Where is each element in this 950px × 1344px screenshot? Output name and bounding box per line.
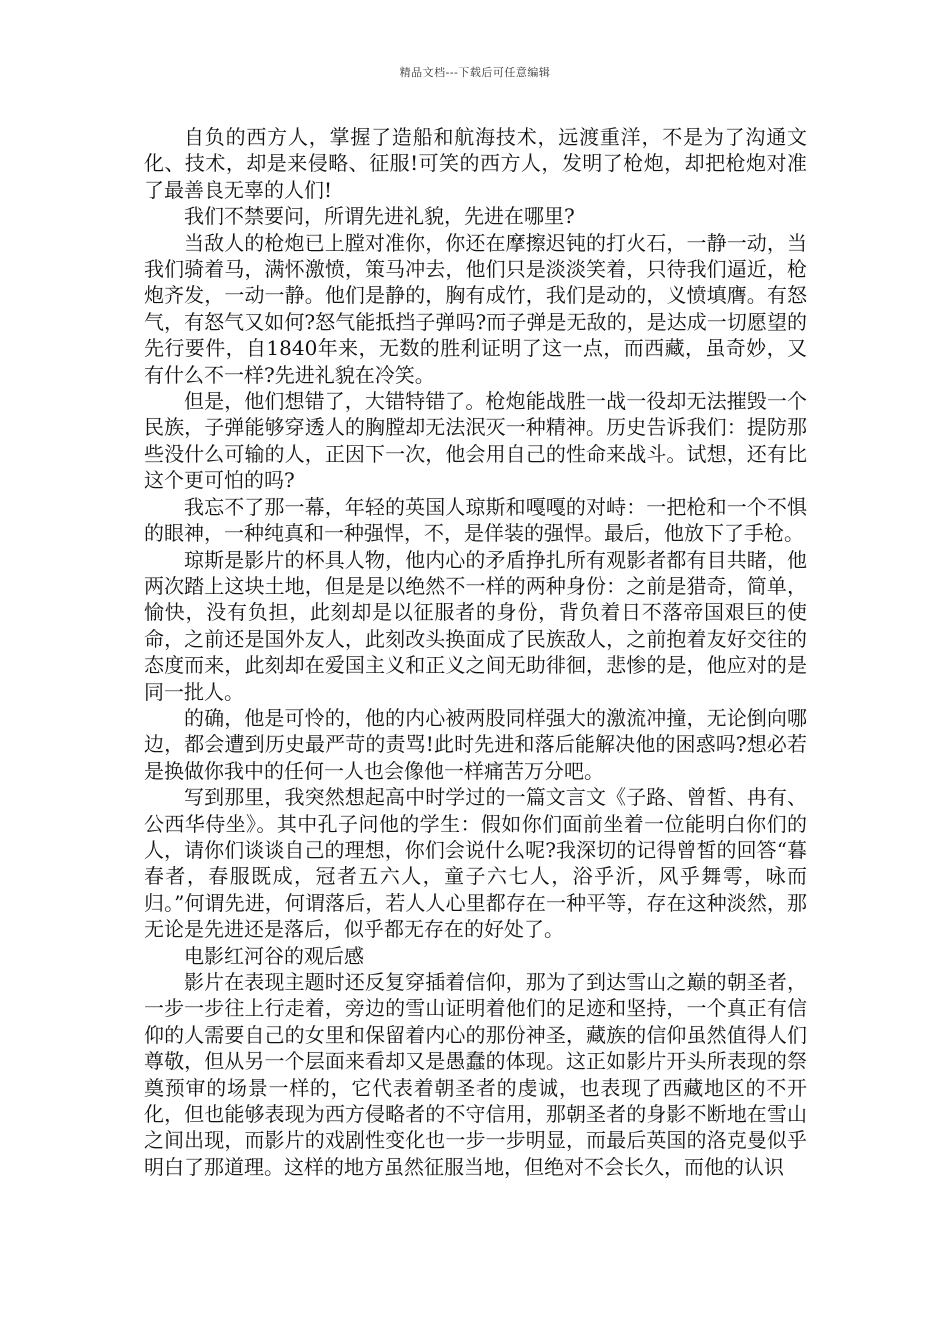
paragraph: 琼斯是影片的杯具人物，他内心的矛盾挣扎所有观影者都有目共睹，他两次踏上这块土地，但是是以绝然不一样的两种身份：之前是猎奇，简单，愉快，没有负担，此刻却是以征服者的身份，背负着日不落帝国艰巨的使命，之前还是国外友人，此刻改头换面成了民族敌人，之前抱着友好交往的态度而来，此刻却在爱国主义和正义之间无助徘徊，悲惨的是，他应对的是同一批人。 — [144, 547, 807, 704]
page-header: 精品文档---下载后可任意编辑 — [399, 66, 551, 79]
section-heading: 电影红河谷的观后感 — [184, 943, 364, 968]
paragraph: 但是，他们想错了，大错特错了。枪炮能战胜一战一役却无法摧毁一个民族，子弹能够穿透人的胸膛却无法泯灭一种精神。历史告诉我们：提防那些没什么可输的人，正因下一次，他会用自己的性命来战斗。试想，还有比这个更可怕的吗? — [144, 389, 807, 493]
paragraph: 写到那里，我突然想起高中时学过的一篇文言文《子路、曾皙、冉有、公西华侍坐》。其中孔子问他的学生：假如你们面前坐着一位能明白你们的人，请你们谈谈自己的理想，你们会说什么呢?我深切的记得曾皙的回答“暮春者，春服既成，冠者五六人，童子六七人，浴乎沂，风乎舞雩，咏而归。”何谓先进，何谓落后，若人人心里都存在一种平等，存在这种淡然，那无论是先进还是落后，似乎都无存在的好处了。 — [144, 785, 807, 942]
paragraph: 我忘不了那一幕，年轻的英国人琼斯和嘎嘎的对峙：一把枪和一个不惧的眼神，一种纯真和一种强悍，不，是佯装的强悍。最后，他放下了手枪。 — [144, 494, 807, 546]
paragraph: 我们不禁要问，所谓先进礼貌，先进在哪里? — [184, 204, 575, 229]
paragraph: 当敌人的枪炮已上膛对准你，你还在摩擦迟钝的打火石，一静一动，当我们骑着马，满怀激愤，策马冲去，他们只是淡淡笑着，只待我们逼近，枪炮齐发，一动一静。他们是静的，胸有成竹，我们是动的，义愤填膺。有怒气，有怒气又如何?怒气能抵挡子弹吗?而子弹是无敌的，是达成一切愿望的先行要件，自1840年来，无数的胜利证明了这一点，而西藏，虽奇妙，又有什么不一样?先进礼貌在冷笑。 — [144, 230, 807, 387]
document-body — [144, 124, 807, 1180]
paragraph: 自负的西方人，掌握了造船和航海技术，远渡重洋，不是为了沟通文化、技术，却是来侵略、征服!可笑的西方人，发明了枪炮，却把枪炮对准了最善良无辜的人们! — [144, 125, 807, 202]
paragraph: 的确，他是可怜的，他的内心被两股同样强大的激流冲撞，无论倒向哪边，都会遭到历史最严苛的责骂!此时先进和落后能解决他的困惑吗?想必若是换做你我中的任何一人也会像他一样痛苦万分吧。 — [144, 705, 807, 783]
paragraph: 影片在表现主题时还反复穿插着信仰，那为了到达雪山之巅的朝圣者，一步一步往上行走着，旁边的雪山证明着他们的足迹和坚持，一个真正有信仰的人需要自己的女里和保留着内心的那份神圣，藏族的信仰虽然值得人们尊敬，但从另一个层面来看却又是愚蠢的体现。这正如影片开头所表现的祭奠预审的场景一样的，它代表着朝圣者的虔诚，也表现了西藏地区的不开化，但也能够表现为西方侵略者的不守信用，那朝圣者的身影不断地在雪山之间出现，而影片的戏剧性变化也一步一步明显，而最后英国的洛克曼似乎明白了那道理。这样的地方虽然征服当地，但绝对不会长久，而他的认识 — [144, 970, 807, 1179]
